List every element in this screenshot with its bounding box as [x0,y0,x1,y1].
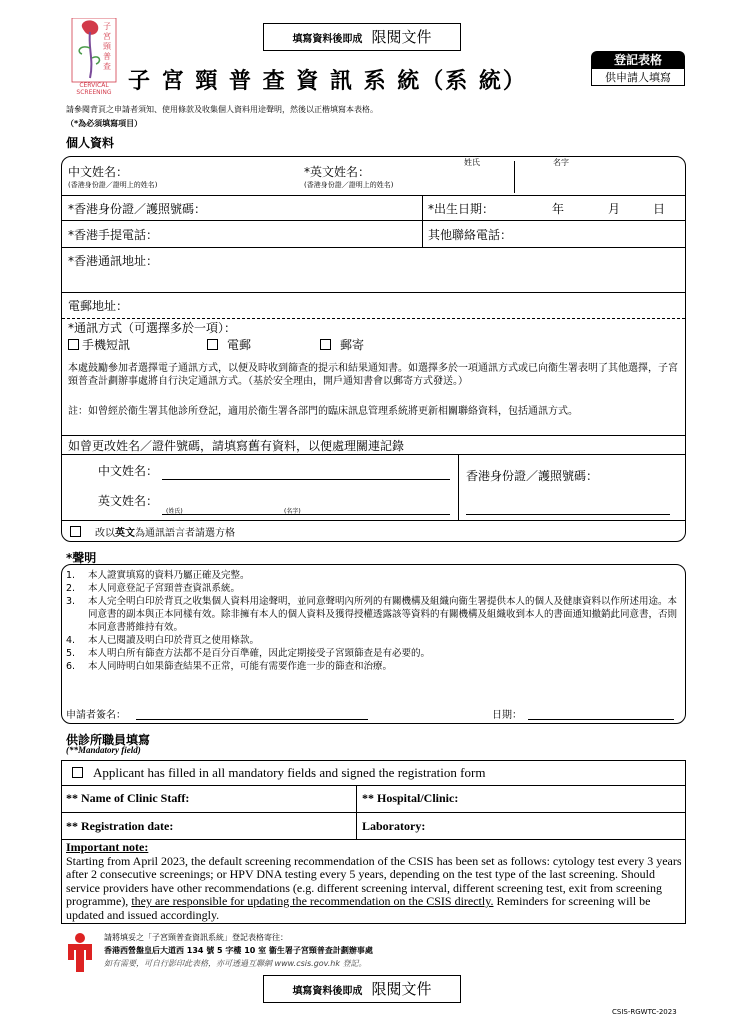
note-body-2: Reminders for screening will be updated and issued accordingly. [66,894,651,922]
declaration-list [66,569,678,673]
english-pref[interactable] [70,524,235,539]
declaration-box [61,564,686,724]
old-en-line[interactable] [162,514,450,515]
sign-line[interactable] [136,719,368,720]
opt-sms[interactable] [68,336,130,353]
page-title: 子 宮 頸 普 查 資 訊 系 統（系 統） [128,69,527,94]
dob-day: 日 [653,202,666,216]
dh-logo [64,932,96,972]
changed-label: 如曾更改姓名／證件號碼，請填寫舊有資料，以便處理關連記錄 [68,439,405,453]
given-hint: 名字 [553,158,569,167]
clinic-heading: 供診所職員填寫 [66,733,151,747]
email-checkbox[interactable] [207,339,218,350]
restricted-banner-bottom [263,975,461,1003]
logo-en-2: SCREENING [76,89,112,96]
date-line[interactable] [528,719,674,720]
footer-line-1: 請將填妥之「子宮頸普查資訊系統」登記表格寄往： [104,933,288,942]
sign-label: 申請者簽名： [66,710,126,721]
id-label: *香港身份證／護照號碼： [68,202,207,216]
english-pref-checkbox[interactable] [70,526,81,537]
declaration-heading: *聲明 [66,551,97,565]
address-label: *香港通訊地址： [68,254,159,268]
old-cn-line[interactable] [162,479,450,480]
declaration-item: 4. 本人已閱讀及明白印於背頁之使用條款。 [66,635,260,646]
old-id-label: 香港身份證／護照號碼： [466,469,599,483]
filled-check[interactable] [72,765,485,781]
opt-post[interactable] [320,336,364,353]
english-pref-bold: 英文 [115,528,135,539]
logo-char: 查 [103,62,111,71]
declaration-item: 5. 本人明白所有篩查方法都不是百分百準確，因此定期接受子宮頸篩查是有必要的。 [66,648,431,659]
dob-year: 年 [552,202,565,216]
opt-email-label: 電郵 [227,338,252,352]
cn-name-label: 中文姓名： [68,165,129,179]
logo-char: 普 [103,52,111,61]
banner-big: 限閱文件 [371,28,432,46]
old-cn-label: 中文姓名： [98,464,159,478]
staff-label: ** Name of Clinic Staff: [66,791,190,805]
form-tag [591,51,685,87]
lab-label: Laboratory: [362,819,426,833]
dob-month: 月 [608,202,621,216]
cn-name-note: (香港身份證／證明上的姓名) [68,181,158,189]
footer-line-2: 香港西營盤皇后大道西 134 號 5 字樓 10 室 衞生署子宮頸普查計劃辦事處 [104,946,373,955]
note-underlined: they are responsible for updating the recommendation on the CSIS directly. [131,894,494,908]
old-en-label: 英文姓名： [98,494,159,508]
declaration-item: 3. 本人完全明白印於背頁之收集個人資料用途聲明，並同意聲明內所列的有關機構及組織向衞生署提供本人的個人及健康資料以作所述用途。本同意書的副本與正本同樣有效。除非擁有本人的個人資料及獲得授權透露該等資料的有關機構及組織收到本人的書面通知撤銷此同意書，否則本同意書將維持有效。 [66,596,678,633]
old-surname-hint: (姓氏) [166,508,183,515]
hospital-label: ** Hospital/Clinic: [362,791,459,805]
intro-line-1: 請參閱背頁之申請者須知、使用條款及收集個人資料用途聲明，然後以正楷填寫本表格。 [66,105,378,114]
en-name-note: (香港身份證／證明上的姓名) [304,181,394,189]
opt-email[interactable] [207,336,251,353]
surname-hint: 姓氏 [464,158,480,167]
email-label: 電郵地址： [68,299,129,313]
banner-small: 填寫資料後即成 [292,34,363,45]
intro-line-2: （*為必須填寫項目） [66,119,143,128]
reg-date-label: ** Registration date: [66,819,174,833]
en-name-label: *英文姓名： [304,165,371,179]
declaration-item: 1. 本人證實填寫的資料乃屬正確及完整。 [66,570,250,581]
logo-char: 子 [103,22,111,31]
clinic-box [61,760,686,924]
department-of-health-icon [64,932,96,972]
declaration-item: 6. 本人同時明白如果篩查結果不正常，可能有需要作進一步的篩查和治療。 [66,661,393,672]
opt-post-label: 郵寄 [340,338,365,352]
english-pref-post: 為通訊語言者請選方格 [135,528,235,539]
personal-heading: 個人資料 [66,136,115,150]
mobile-label: *香港手提電話： [68,228,159,242]
important-note [66,841,682,922]
form-tag-top: 登記表格 [591,51,685,69]
post-checkbox[interactable] [320,339,331,350]
csis-logo [70,18,118,96]
logo-en-1: CERVICAL [79,82,109,89]
other-phone-label: 其他聯絡電話： [428,228,513,242]
banner-small: 填寫資料後即成 [292,986,363,997]
english-pref-pre: 改以 [95,528,115,539]
note-title: Important note: [66,840,149,854]
filled-label: Applicant has filled in all mandatory fields and signed the registration form [93,765,486,780]
declaration-item: 2. 本人同意登記子宮頸普查資訊系統。 [66,583,241,594]
method-note-2: 註：如曾經於衞生署其他診所登記，適用於衞生署各部門的臨床訊息管理系統將更新相關聯絡資料，包括通訊方式。 [68,406,578,417]
dob-label: *出生日期： [428,202,495,216]
restricted-banner-top [263,23,461,51]
sms-checkbox[interactable] [68,339,79,350]
method-label: *通訊方式（可選擇多於一項）： [68,321,237,335]
logo-char: 宮 [103,32,111,41]
mandatory-note: (**Mandatory field) [66,745,141,755]
logo-char: 頸 [103,42,111,51]
filled-checkbox[interactable] [72,767,83,778]
banner-big: 限閱文件 [371,980,432,998]
form-tag-bottom: 供申請人填寫 [591,69,685,86]
date-label: 日期： [492,710,522,721]
note-body-1: Starting from April 2023, the default screening recommendation of the CSIS has been set as follows: cytology test every 3 years after 2 consecutive screenings; or HPV DNA testing every 5 years, depending on the test type of the last screening. Should service providers have other recommendations (e.g. different screening interval, different screening test, exit from screening programme), [66,853,682,908]
footer-line-3: 如有需要，可自行影印此表格，亦可透過互聯網 www.csis.gov.hk 登記。 [104,959,367,968]
method-note: 本處鼓勵參加者選擇電子通訊方式，以便及時收到篩查的提示和結果通知書。如選擇多於一項通訊方式或已向衞生署表明了其他選擇，子宮頸普查計劃辦事處將自行決定通訊方式。（基於安全理由，開戶通知書會以郵寄方式發送。） [68,363,678,387]
personal-info-box [61,156,686,542]
opt-sms-label: 手機短訊 [82,338,131,352]
old-id-line[interactable] [466,514,670,515]
form-code: CSIS-RGWTC-2023 [612,1008,677,1016]
old-given-hint: (名字) [284,508,301,515]
